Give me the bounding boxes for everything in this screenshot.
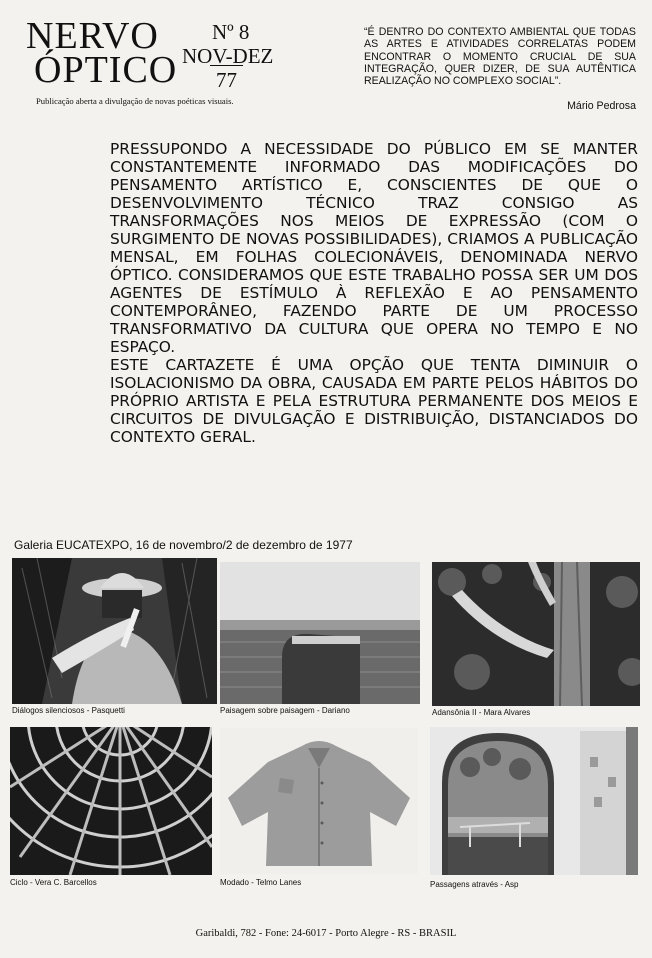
photo-adansonia	[432, 562, 640, 706]
photo-dialogos-silenciosos	[12, 558, 217, 704]
gallery-caption: Galeria EUCATEXPO, 16 de novembro/2 de dezembro de 1977	[14, 538, 353, 552]
photo-caption-1: Diálogos silenciosos - Pasquetti	[12, 706, 125, 715]
photo-passagens-atraves	[430, 727, 638, 875]
issue-date: NOV-DEZ	[182, 44, 274, 68]
photo-caption-5: Modado - Telmo Lanes	[220, 878, 302, 887]
tagline: Publicação aberta a divulgação de novas poéticas visuais.	[36, 96, 234, 106]
epigraph-quote: “É DENTRO DO CONTEXTO AMBIENTAL QUE TODAS AS ARTES E ATIVIDADES CORRELATAS PODEM ENCONTRAR O MOMENTO CRUCIAL DE SUA INTEGRAÇÃO, QUER DIZER, DE SUA AUTÊNTICA REALIZAÇÃO NO COMPLEXO SOCIAL”.	[364, 26, 636, 88]
logo-line-1: NERVO	[26, 15, 159, 57]
photo-modado	[220, 728, 418, 874]
photo-caption-2: Paisagem sobre paisagem - Dariano	[220, 706, 350, 715]
issue-year: 77	[216, 68, 237, 92]
photo-caption-6: Passagens através - Asp	[430, 880, 519, 889]
photo-caption-3: Adansônia II - Mara Alvares	[432, 708, 531, 717]
masthead	[26, 15, 346, 118]
footer-address: Garibaldi, 782 - Fone: 24-6017 - Porto Alegre - RS - BRASIL	[195, 928, 457, 939]
manifesto-paragraph-1: PRESSUPONDO A NECESSIDADE DO PÚBLICO EM SE MANTER CONSTANTEMENTE INFORMADO DAS MODIFICAÇÕES DO PENSAMENTO ARTÍSTICO E, CONSCIENTES DE QUE O DESENVOLVIMENTO TÉCNICO TRAZ CONSIGO AS TRANSFORMAÇÕES NOS MEIOS DE EXPRESSÃO (COM O SURGIMENTO DE NOVAS POSSIBILIDADES), CRIAMOS A PUBLICAÇÃO MENSAL, EM FOLHAS COLECIONÁVEIS, DENOMINADA NERVO ÓPTICO. CONSIDERAMOS QUE ESTE TRABALHO POSSA SER UM DOS AGENTES DE ESTÍMULO À REFLEXÃO E AO PENSAMENTO CONTEMPORÂNEO, FAZENDO PARTE DE UM PROCESSO TRANSFORMATIVO DA CULTURA QUE OPERA NO TEMPO E NO ESPAÇO.	[110, 140, 638, 356]
photo-paisagem-sobre-paisagem	[220, 562, 420, 704]
logo-line-2: ÓPTICO	[34, 49, 178, 91]
issue-number: Nº 8	[212, 20, 250, 44]
manifesto-paragraph-2: ESTE CARTAZETE É UMA OPÇÃO QUE TENTA DIMINUIR O ISOLACIONISMO DA OBRA, CAUSADA EM PARTE PELOS HÁBITOS DO PRÓPRIO ARTISTA E PELA ESTRUTURA PERMANENTE DOS MEIOS E CIRCUITOS DE DIVULGAÇÃO E DISTRIBUIÇÃO, DISTANCIADOS DO CONTEXTO GERAL.	[110, 356, 638, 446]
photo-caption-4: Ciclo - Vera C. Barcellos	[10, 878, 97, 887]
manifesto-text	[110, 140, 638, 446]
quote-author: Mário Pedrosa	[567, 100, 636, 112]
photo-ciclo	[10, 727, 212, 875]
